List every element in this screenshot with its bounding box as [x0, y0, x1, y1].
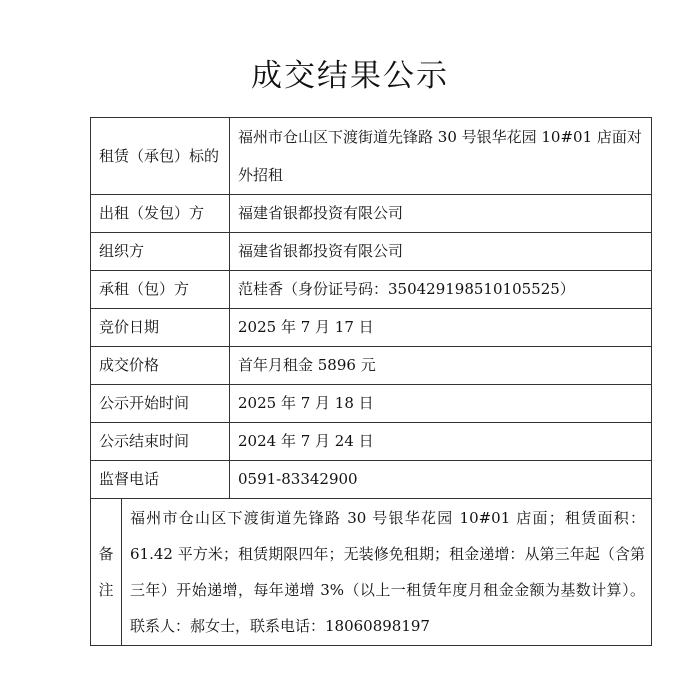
table-row-notice-start [91, 385, 652, 423]
row-value-subject: 福州市仓山区下渡街道先锋路 30 号银华花园 10#01 店面对外招租 [230, 118, 652, 195]
row-value-organizer: 福建省银都投资有限公司 [230, 233, 652, 271]
table-row-notice-end [91, 423, 652, 461]
row-value-lessor: 福建省银都投资有限公司 [230, 195, 652, 233]
remarks-content: 福州市仓山区下渡街道先锋路 30 号银华花园 10#01 店面；租赁面积：61.42 平方米；租赁期限四年；无装修免租期；租金递增：从第三年起（含第三年）开始递增，每年递增 3%（以上一租赁年度月租金金额为基数计算）。联系人：郝女士，联系电话：18060898197 [130, 509, 645, 635]
remarks-block [91, 499, 651, 645]
table-row-hotline [91, 461, 652, 499]
remarks-text [122, 499, 651, 645]
table-row-subject [91, 118, 652, 195]
row-value-bid-date: 2025 年 7 月 17 日 [230, 309, 652, 347]
row-label-price: 成交价格 [91, 347, 230, 385]
row-value-price: 首年月租金 5896 元 [230, 347, 652, 385]
row-label-lessee: 承租（包）方 [91, 271, 230, 309]
row-value-notice-end: 2024 年 7 月 24 日 [230, 423, 652, 461]
row-value-lessee: 范桂香（身份证号码：350429198510105525） [230, 271, 652, 309]
table-row-bid-date [91, 309, 652, 347]
row-label-notice-start: 公示开始时间 [91, 385, 230, 423]
row-value-hotline: 0591-83342900 [230, 461, 652, 499]
table-row-organizer [91, 233, 652, 271]
row-label-bid-date: 竞价日期 [91, 309, 230, 347]
row-label-notice-end: 公示结束时间 [91, 423, 230, 461]
row-label-organizer: 组织方 [91, 233, 230, 271]
remarks-label-char-1: 备 [98, 545, 114, 563]
row-label-hotline: 监督电话 [91, 461, 230, 499]
document-title: 成交结果公示 [251, 58, 449, 94]
result-table [90, 117, 652, 646]
table-row-remarks [91, 499, 652, 646]
row-label-lessor: 出租（发包）方 [91, 195, 230, 233]
table-row-price [91, 347, 652, 385]
remarks-cell [91, 499, 652, 646]
table-row-lessor [91, 195, 652, 233]
remarks-label-char-2: 注 [98, 581, 114, 599]
row-value-notice-start: 2025 年 7 月 18 日 [230, 385, 652, 423]
table-row-lessee [91, 271, 652, 309]
row-label-subject: 租赁（承包）标的 [91, 118, 230, 195]
remarks-label [91, 499, 122, 645]
